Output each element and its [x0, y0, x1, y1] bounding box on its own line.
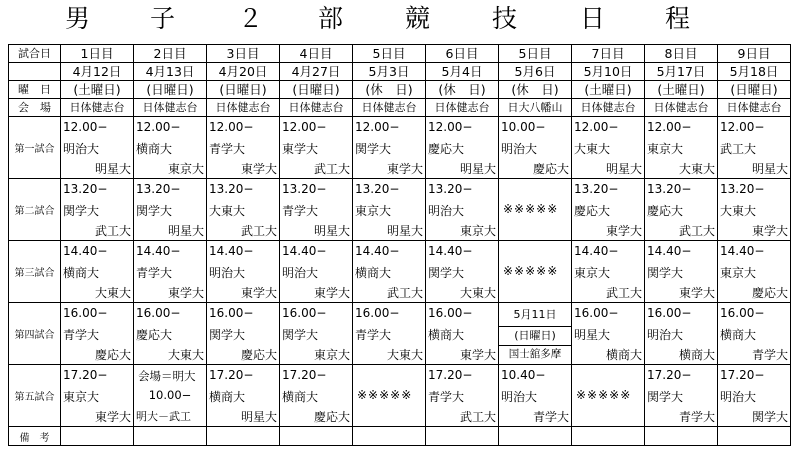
venue-cell: 日体健志台	[134, 99, 207, 117]
home-team: 青学大	[282, 204, 319, 218]
match-time: 17.20−	[647, 368, 692, 382]
away-team: 慶応大	[313, 410, 350, 424]
match-time: 16.00−	[720, 306, 765, 320]
away-team: 東京大	[313, 348, 350, 362]
home-team: 青学大	[63, 328, 100, 342]
match-time: 17.20−	[63, 368, 108, 382]
date-cell: 4月12日	[61, 63, 134, 81]
match-day-cell: 3日目	[207, 45, 280, 63]
match-time: 12.00−	[282, 120, 327, 134]
match-time: 16.00−	[63, 306, 108, 320]
match-cell	[207, 303, 280, 365]
match-time: 17.20−	[720, 368, 765, 382]
match-cell	[718, 117, 791, 179]
match-time: 12.00−	[136, 120, 181, 134]
away-team: 東学大	[678, 286, 715, 300]
match-cell	[499, 117, 572, 179]
away-team: 慶応大	[532, 162, 569, 176]
away-team: 明星大	[605, 162, 642, 176]
home-team: 明治大	[501, 142, 538, 156]
match-cell	[353, 365, 426, 427]
home-team: 明治大	[501, 390, 538, 404]
match-time: 14.40−	[355, 244, 400, 258]
match-cell	[353, 179, 426, 241]
home-team: 関学大	[136, 204, 173, 218]
match-day-cell: 2日目	[134, 45, 207, 63]
away-team: 東京大	[459, 224, 496, 238]
match-cell	[645, 117, 718, 179]
match-time: 14.40−	[720, 244, 765, 258]
home-team: 東京大	[355, 204, 392, 218]
weekday-cell: (日曜日)	[718, 81, 791, 99]
away-team: 東学大	[94, 410, 131, 424]
weekday-cell: (休 日)	[426, 81, 499, 99]
home-team: 慶応大	[574, 204, 611, 218]
home-team: 明治大	[282, 266, 319, 280]
weekday-cell: (土曜日)	[572, 81, 645, 99]
date-cell: 5月3日	[353, 63, 426, 81]
home-team: 明星大	[574, 328, 611, 342]
match-label: 第四試合	[9, 303, 61, 365]
date-cell: 5月10日	[572, 63, 645, 81]
away-team: 明星大	[313, 224, 350, 238]
weekday-cell: (土曜日)	[645, 81, 718, 99]
match-time: 12.00−	[720, 120, 765, 134]
home-team: 横商大	[720, 328, 757, 342]
away-team: 東学大	[459, 348, 496, 362]
match-cell	[207, 179, 280, 241]
title-char: 競	[405, 4, 431, 33]
row-label-date	[9, 63, 61, 81]
no-match-mark: ※※※※※	[503, 202, 559, 216]
away-team: 大東大	[167, 348, 204, 362]
away-team: 青学大	[751, 348, 788, 362]
match-time: 13.20−	[63, 182, 108, 196]
no-match-mark: ※※※※※	[576, 388, 632, 402]
match-time: 12.00−	[647, 120, 692, 134]
match-label: 第一試合	[9, 117, 61, 179]
match-cell	[280, 179, 353, 241]
venue-cell: 日体健志台	[207, 99, 280, 117]
match-day-cell: 8日目	[645, 45, 718, 63]
match-cell	[426, 303, 499, 365]
notes-cell	[572, 427, 645, 446]
match-day-cell: 7日目	[572, 45, 645, 63]
match-time: 16.00−	[428, 306, 473, 320]
weekday-cell: (日曜日)	[207, 81, 280, 99]
match-cell	[718, 365, 791, 427]
match-time: 12.00−	[355, 120, 400, 134]
match-time: 14.40−	[136, 244, 181, 258]
away-team: 武工大	[94, 224, 131, 238]
no-match-mark: ※※※※※	[357, 388, 413, 402]
home-team: 青学大	[209, 142, 246, 156]
title-char: 子	[150, 4, 176, 33]
match-cell	[134, 241, 207, 303]
match-time: 16.00−	[282, 306, 327, 320]
away-team: 横商大	[678, 348, 715, 362]
match-time: 14.40−	[647, 244, 692, 258]
home-team: 横商大	[209, 390, 246, 404]
match-time: 13.20−	[720, 182, 765, 196]
away-team: 関学大	[751, 410, 788, 424]
notes-cell	[280, 427, 353, 446]
match-time: 16.00−	[574, 306, 619, 320]
away-team: 東学大	[240, 286, 277, 300]
match-cell	[572, 179, 645, 241]
away-team: 横商大	[605, 348, 642, 362]
title-char: 技	[492, 4, 518, 33]
away-team: 明星大	[240, 410, 277, 424]
match-time: 17.20−	[428, 368, 473, 382]
title-char: 男	[65, 4, 91, 33]
weekday-cell: (休 日)	[499, 81, 572, 99]
venue-cell: 日体健志台	[61, 99, 134, 117]
home-team: 関学大	[63, 204, 100, 218]
home-team: 東京大	[574, 266, 611, 280]
match-day-cell: 1日目	[61, 45, 134, 63]
away-team: 武工大	[240, 224, 277, 238]
away-team: 武工大	[605, 286, 642, 300]
home-team: 武工大	[720, 142, 757, 156]
date-cell: 5月4日	[426, 63, 499, 81]
home-team: 明治大	[647, 328, 684, 342]
match-cell	[61, 117, 134, 179]
venue-change-match: 明大－武工	[136, 410, 191, 423]
away-team: 武工大	[313, 162, 350, 176]
match-time: 14.40−	[63, 244, 108, 258]
notes-cell	[353, 427, 426, 446]
match-day-cell: 5日目	[353, 45, 426, 63]
weekday-cell: (日曜日)	[134, 81, 207, 99]
home-team: 青学大	[428, 390, 465, 404]
match-label: 第二試合	[9, 179, 61, 241]
match-time: 12.00−	[209, 120, 254, 134]
match-cell	[718, 303, 791, 365]
weekday-cell: (日曜日)	[280, 81, 353, 99]
match-time: 10.40−	[501, 368, 546, 382]
match-cell	[134, 179, 207, 241]
match-cell	[499, 241, 572, 303]
home-team: 慶応大	[136, 328, 173, 342]
venue-cell: 日体健志台	[353, 99, 426, 117]
match-cell	[645, 179, 718, 241]
away-team: 東学大	[167, 286, 204, 300]
home-team: 明治大	[209, 266, 246, 280]
match-time: 16.00−	[136, 306, 181, 320]
match-cell	[572, 241, 645, 303]
home-team: 大東大	[574, 142, 611, 156]
away-team: 大東大	[678, 162, 715, 176]
home-team: 明治大	[428, 204, 465, 218]
match-cell	[280, 241, 353, 303]
match-cell	[426, 117, 499, 179]
match-cell	[353, 117, 426, 179]
venue-cell: 日体健志台	[645, 99, 718, 117]
schedule-table	[8, 44, 791, 446]
home-team: 大東大	[209, 204, 246, 218]
venue-change-time: 10.00−	[148, 388, 192, 402]
match-cell	[61, 241, 134, 303]
home-team: 関学大	[282, 328, 319, 342]
match-cell	[134, 117, 207, 179]
weekday-cell: (休 日)	[353, 81, 426, 99]
match-cell	[134, 365, 207, 427]
away-team: 大東大	[386, 348, 423, 362]
match-cell	[280, 303, 353, 365]
weekday-cell: (土曜日)	[61, 81, 134, 99]
date-cell: 4月20日	[207, 63, 280, 81]
match-cell	[61, 179, 134, 241]
match-time: 12.00−	[428, 120, 473, 134]
match-time: 13.20−	[136, 182, 181, 196]
no-match-mark: ※※※※※	[503, 264, 559, 278]
match-time: 13.20−	[209, 182, 254, 196]
notes-cell	[499, 427, 572, 446]
venue-cell: 日体健志台	[426, 99, 499, 117]
match-cell	[499, 303, 572, 365]
away-team: 明星大	[459, 162, 496, 176]
venue-change-note: 会場＝明大	[138, 369, 196, 383]
match-cell	[353, 303, 426, 365]
match-time: 13.20−	[428, 182, 473, 196]
away-team: 東学大	[605, 224, 642, 238]
match-cell	[499, 365, 572, 427]
match-cell	[499, 179, 572, 241]
home-team: 関学大	[647, 266, 684, 280]
match-time: 14.40−	[428, 244, 473, 258]
match-label: 第五試合	[9, 365, 61, 427]
date-cell: 5月18日	[718, 63, 791, 81]
away-team: 東学大	[386, 162, 423, 176]
home-team: 横商大	[355, 266, 392, 280]
page-title	[0, 0, 800, 40]
home-team: 東学大	[282, 142, 319, 156]
title-char: 部	[318, 4, 344, 33]
away-team: 青学大	[678, 410, 715, 424]
special-venue: 国士舘多摩	[508, 348, 562, 360]
away-team: 大東大	[94, 286, 131, 300]
venue-cell: 日大八幡山	[499, 99, 572, 117]
home-team: 東京大	[647, 142, 684, 156]
away-team: 慶応大	[240, 348, 277, 362]
match-day-cell: 5日目	[499, 45, 572, 63]
away-team: 明星大	[751, 162, 788, 176]
notes-cell	[645, 427, 718, 446]
match-cell	[645, 303, 718, 365]
match-cell	[134, 303, 207, 365]
match-cell	[645, 365, 718, 427]
home-team: 青学大	[355, 328, 392, 342]
home-team: 東京大	[720, 266, 757, 280]
away-team: 東学大	[240, 162, 277, 176]
home-team: 青学大	[136, 266, 173, 280]
away-team: 武工大	[459, 410, 496, 424]
match-time: 13.20−	[647, 182, 692, 196]
match-cell	[61, 303, 134, 365]
match-day-cell: 4日目	[280, 45, 353, 63]
match-cell	[280, 365, 353, 427]
match-time: 17.20−	[209, 368, 254, 382]
match-cell	[572, 117, 645, 179]
match-cell	[718, 241, 791, 303]
away-team: 明星大	[386, 224, 423, 238]
match-cell	[426, 365, 499, 427]
match-time: 16.00−	[355, 306, 400, 320]
home-team: 関学大	[209, 328, 246, 342]
match-time: 12.00−	[63, 120, 108, 134]
home-team: 関学大	[647, 390, 684, 404]
match-time: 10.00−	[501, 120, 546, 134]
notes-cell	[426, 427, 499, 446]
match-cell	[572, 303, 645, 365]
match-cell	[426, 241, 499, 303]
match-cell	[645, 241, 718, 303]
venue-cell: 日体健志台	[572, 99, 645, 117]
home-team: 慶応大	[428, 142, 465, 156]
row-label-weekday: 曜 日	[9, 81, 61, 99]
match-time: 14.40−	[574, 244, 619, 258]
date-cell: 4月27日	[280, 63, 353, 81]
away-team: 東学大	[313, 286, 350, 300]
away-team: 東京大	[167, 162, 204, 176]
title-char: 日	[580, 4, 606, 33]
venue-cell: 日体健志台	[718, 99, 791, 117]
home-team: 明治大	[63, 142, 100, 156]
match-cell	[426, 179, 499, 241]
date-cell: 5月6日	[499, 63, 572, 81]
date-cell: 4月13日	[134, 63, 207, 81]
match-cell	[207, 117, 280, 179]
match-cell	[718, 179, 791, 241]
venue-cell: 日体健志台	[280, 99, 353, 117]
match-cell	[207, 365, 280, 427]
notes-cell	[718, 427, 791, 446]
match-time: 16.00−	[209, 306, 254, 320]
match-time: 17.20−	[282, 368, 327, 382]
away-team: 明星大	[94, 162, 131, 176]
away-team: 大東大	[459, 286, 496, 300]
match-day-cell: 9日目	[718, 45, 791, 63]
match-cell	[353, 241, 426, 303]
match-time: 14.40−	[282, 244, 327, 258]
home-team: 横商大	[63, 266, 100, 280]
match-time: 12.00−	[574, 120, 619, 134]
notes-cell	[207, 427, 280, 446]
match-label: 第三試合	[9, 241, 61, 303]
special-date: 5月11日	[513, 308, 557, 321]
date-cell: 5月17日	[645, 63, 718, 81]
match-cell	[280, 117, 353, 179]
home-team: 大東大	[720, 204, 757, 218]
away-team: 東学大	[751, 224, 788, 238]
row-label-venue: 会 場	[9, 99, 61, 117]
away-team: 明星大	[167, 224, 204, 238]
special-weekday: (日曜日)	[499, 326, 571, 346]
home-team: 横商大	[428, 328, 465, 342]
title-char: 程	[665, 4, 691, 33]
match-time: 13.20−	[282, 182, 327, 196]
away-team: 慶応大	[751, 286, 788, 300]
home-team: 関学大	[428, 266, 465, 280]
notes-cell	[134, 427, 207, 446]
match-cell	[61, 365, 134, 427]
match-time: 16.00−	[647, 306, 692, 320]
match-cell	[207, 241, 280, 303]
title-char: ２	[238, 4, 264, 33]
match-time: 13.20−	[355, 182, 400, 196]
away-team: 武工大	[678, 224, 715, 238]
match-time: 14.40−	[209, 244, 254, 258]
away-team: 慶応大	[94, 348, 131, 362]
notes-cell	[61, 427, 134, 446]
row-label-match-day: 試合日	[9, 45, 61, 63]
match-cell	[572, 365, 645, 427]
home-team: 慶応大	[647, 204, 684, 218]
home-team: 横商大	[282, 390, 319, 404]
match-time: 13.20−	[574, 182, 619, 196]
home-team: 横商大	[136, 142, 173, 156]
home-team: 東京大	[63, 390, 100, 404]
match-day-cell: 6日目	[426, 45, 499, 63]
away-team: 青学大	[532, 410, 569, 424]
away-team: 武工大	[386, 286, 423, 300]
home-team: 明治大	[720, 390, 757, 404]
row-label-notes: 備 考	[9, 427, 61, 446]
home-team: 関学大	[355, 142, 392, 156]
